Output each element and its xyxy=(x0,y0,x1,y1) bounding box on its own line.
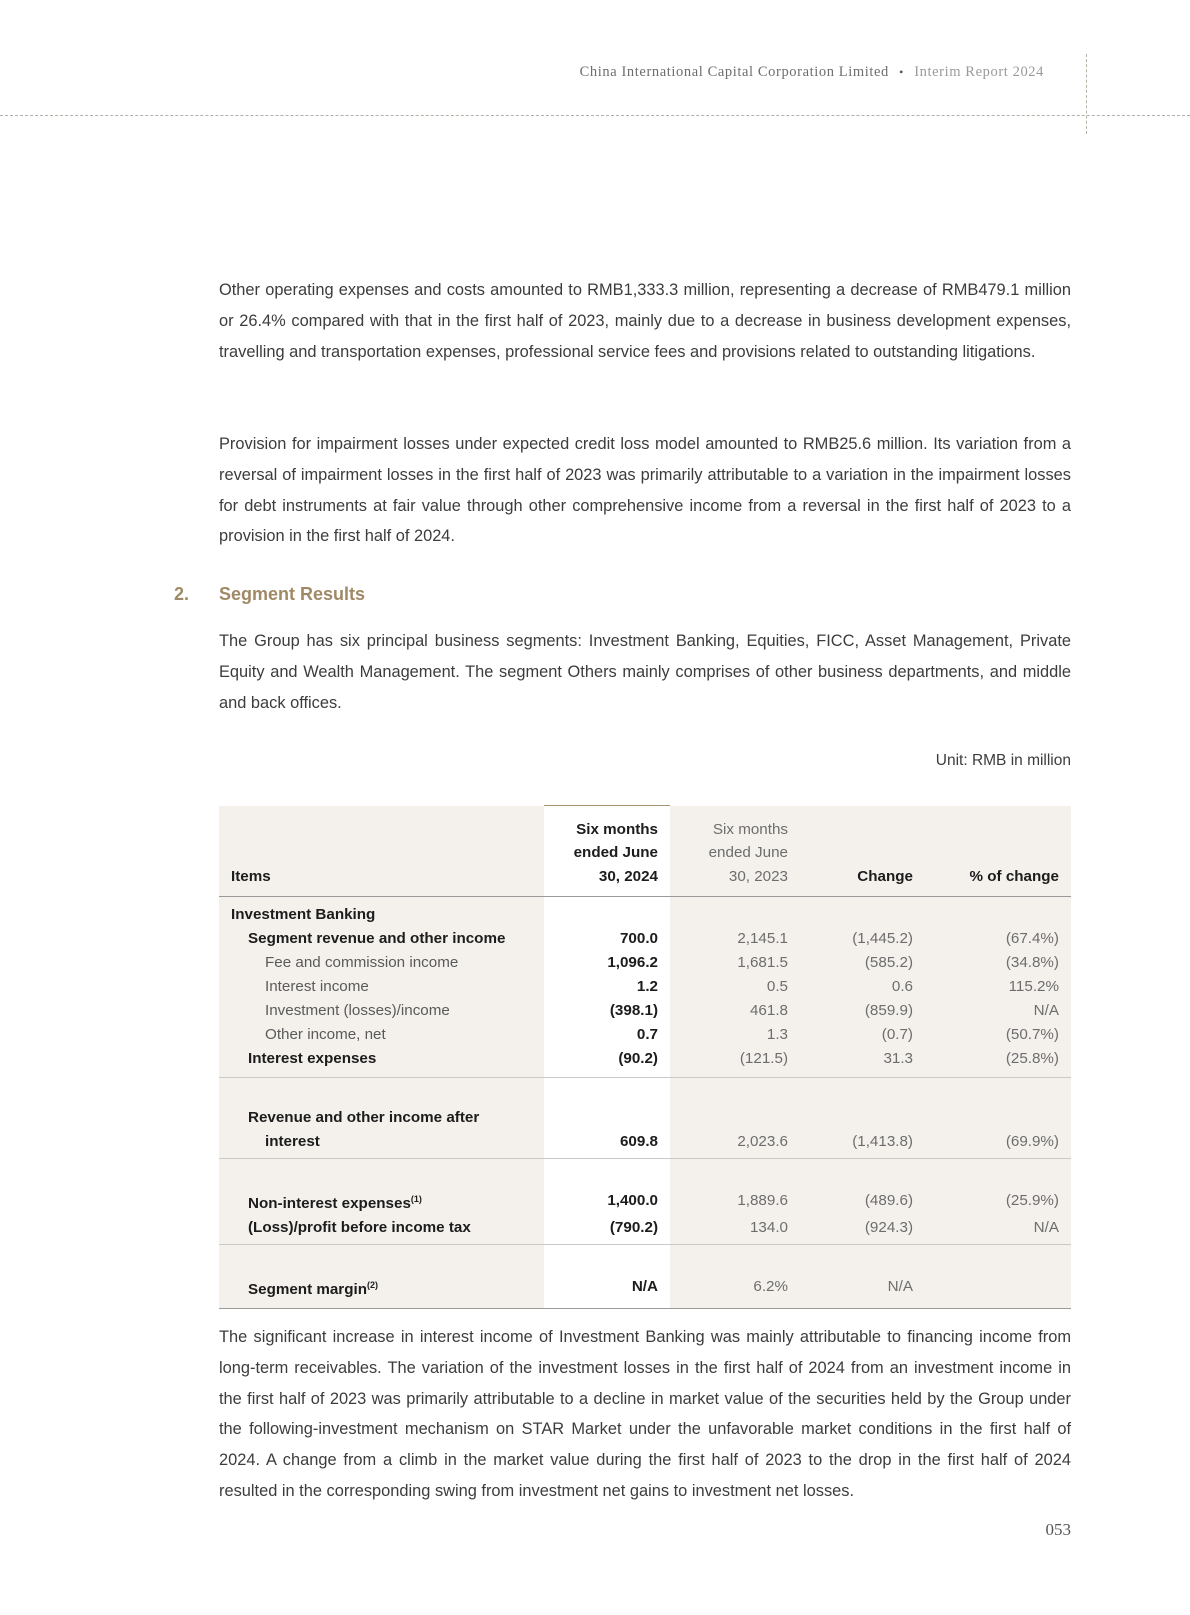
row-label-line2: interest xyxy=(265,1132,320,1150)
footnote-marker: (1) xyxy=(410,1193,422,1204)
row-label: (Loss)/profit before income tax xyxy=(248,1218,471,1236)
paragraph-impairment-provision: Provision for impairment losses under expected credit loss model amounted to RMB25.6 million. Its variation from a reversal of impairment losses in the first half of 2023 was primarily attributable to a variation in the impairment losses for debt instruments at fair value through other comprehensive income from a reversal in the first half of 2023 to a provision in the first half of 2024. xyxy=(219,435,1071,546)
paragraph-other-operating-expenses: Other operating expenses and costs amounted to RMB1,333.3 million, representing a decrease of RMB479.1 million or 26.4% compared with that in the first half of 2023, mainly due to a decrease in business development expenses, travelling and transportation expenses, professional service fees and provisions related to outstanding litigations. xyxy=(219,281,1071,361)
company-name: China International Capital Corporation Limited xyxy=(579,64,889,80)
value-2023: 461.8 xyxy=(670,999,802,1023)
paragraph-investment-banking-analysis: The significant increase in interest income of Investment Banking was mainly attributable to financing income from long-term receivables. The variation of the investment losses in the first half of 2024 from an investment income in the first half of 2023 was primarily attributable to a decline in market value of the securities held by the Group under the following-investment mechanism on STAR Market under the unfavorable market conditions in the first half of 2024. A change from a climb in the market value during the first half of 2023 to the drop in the first half of 2024 resulted in the corresponding swing from investment net gains to investment net losses. xyxy=(219,1328,1071,1500)
row-label: Investment (losses)/income xyxy=(265,1002,450,1019)
header-2024-line2: ended June xyxy=(573,844,658,861)
value-change: (1,445.2) xyxy=(802,927,927,951)
page-number: 053 xyxy=(1045,1520,1071,1539)
value-change: (1,413.8) xyxy=(802,1106,927,1158)
row-label: Interest expenses xyxy=(248,1050,377,1067)
value-pct-change: N/A xyxy=(927,999,1071,1023)
header-2024-line3: 30, 2024 xyxy=(598,867,658,885)
value-pct-change: 115.2% xyxy=(927,975,1071,999)
value-2023: 0.5 xyxy=(670,975,802,999)
table-header-row xyxy=(219,806,1071,897)
row-label: Segment margin$^{(2)}$ xyxy=(248,1279,378,1298)
value-2023: 6.2% xyxy=(670,1273,802,1309)
value-2024: 1,096.2 xyxy=(544,951,670,975)
header-2023 xyxy=(670,806,802,897)
value-2023: 2,023.6 xyxy=(670,1106,802,1158)
value-2024: 609.8 xyxy=(544,1106,670,1158)
table-row xyxy=(219,1106,1071,1158)
header-items: Items xyxy=(219,806,544,897)
segment-results-table xyxy=(219,805,1071,1309)
row-label: Segment revenue and other income xyxy=(248,930,506,947)
value-pct-change: (25.8%) xyxy=(927,1047,1071,1078)
row-label: Fee and commission income xyxy=(265,954,459,971)
value-change: (0.7) xyxy=(802,1023,927,1047)
value-pct-change: (50.7%) xyxy=(927,1023,1071,1047)
header-2024-line1: Six months xyxy=(576,820,658,838)
table-row xyxy=(219,999,1071,1023)
group-label: Investment Banking xyxy=(219,897,544,928)
value-2023: (121.5) xyxy=(670,1047,802,1078)
value-pct-change: N/A xyxy=(927,1216,1071,1245)
running-header xyxy=(580,64,1044,81)
footnote-marker: (2) xyxy=(367,1279,378,1290)
header-pct-change: % of change xyxy=(927,806,1071,897)
value-2024: 0.7 xyxy=(544,1023,670,1047)
value-2024: (790.2) xyxy=(544,1216,670,1245)
table-row xyxy=(219,1187,1071,1216)
value-change: N/A xyxy=(802,1273,927,1309)
row-label-line1: Revenue and other income after xyxy=(248,1109,480,1126)
header-change: Change xyxy=(802,806,927,897)
value-2023: 134.0 xyxy=(670,1216,802,1245)
header-2023-line1: Six months xyxy=(712,820,788,838)
report-title: Interim Report 2024 xyxy=(914,64,1044,80)
value-pct-change: (25.9%) xyxy=(927,1187,1071,1216)
section-number: 2. xyxy=(174,584,190,604)
table-row xyxy=(219,1023,1071,1047)
value-change: 31.3 xyxy=(802,1047,927,1078)
value-change: 0.6 xyxy=(802,975,927,999)
value-2024: (398.1) xyxy=(544,999,670,1023)
value-pct-change: (69.9%) xyxy=(927,1106,1071,1158)
value-2023: 1,889.6 xyxy=(670,1187,802,1216)
value-2024: 700.0 xyxy=(544,927,670,951)
value-pct-change xyxy=(927,1273,1071,1309)
value-2023: 1.3 xyxy=(670,1023,802,1047)
row-label: Other income, net xyxy=(265,1026,386,1043)
section-title: Segment Results xyxy=(219,584,366,604)
value-2023: 1,681.5 xyxy=(670,951,802,975)
header-2023-line2: ended June xyxy=(708,844,788,861)
value-change: (859.9) xyxy=(802,999,927,1023)
table-row xyxy=(219,1273,1071,1309)
value-2024: (90.2) xyxy=(544,1047,670,1078)
table-row xyxy=(219,1216,1071,1245)
value-2024: 1,400.0 xyxy=(544,1187,670,1216)
header-2023-line3: 30, 2023 xyxy=(728,867,788,885)
value-pct-change: (67.4%) xyxy=(927,927,1071,951)
header-dashed-vertical-rule xyxy=(1086,54,1087,134)
value-2024: 1.2 xyxy=(544,975,670,999)
header-dashed-rule xyxy=(0,115,1190,116)
paragraph-segments-overview: The Group has six principal business segments: Investment Banking, Equities, FICC, Asset Management, Private Equity and Wealth Management. The segment Others mainly comprises of other business departments, and middle and back offices. xyxy=(219,632,1071,712)
table-row xyxy=(219,1047,1071,1078)
row-label xyxy=(231,1106,479,1153)
header-2024 xyxy=(544,806,670,897)
row-label: Non-interest expenses$^{(1)}$ xyxy=(248,1193,422,1212)
unit-label: Unit: RMB in million xyxy=(935,752,1071,769)
value-change: (585.2) xyxy=(802,951,927,975)
table-row xyxy=(219,927,1071,951)
value-pct-change: (34.8%) xyxy=(927,951,1071,975)
table-row xyxy=(219,951,1071,975)
row-label: Interest income xyxy=(265,978,369,995)
value-2023: 2,145.1 xyxy=(670,927,802,951)
value-change: (489.6) xyxy=(802,1187,927,1216)
value-2024: N/A xyxy=(544,1273,670,1309)
header-separator: • xyxy=(899,65,904,79)
table-group-row xyxy=(219,897,1071,928)
table-row xyxy=(219,975,1071,999)
value-change: (924.3) xyxy=(802,1216,927,1245)
